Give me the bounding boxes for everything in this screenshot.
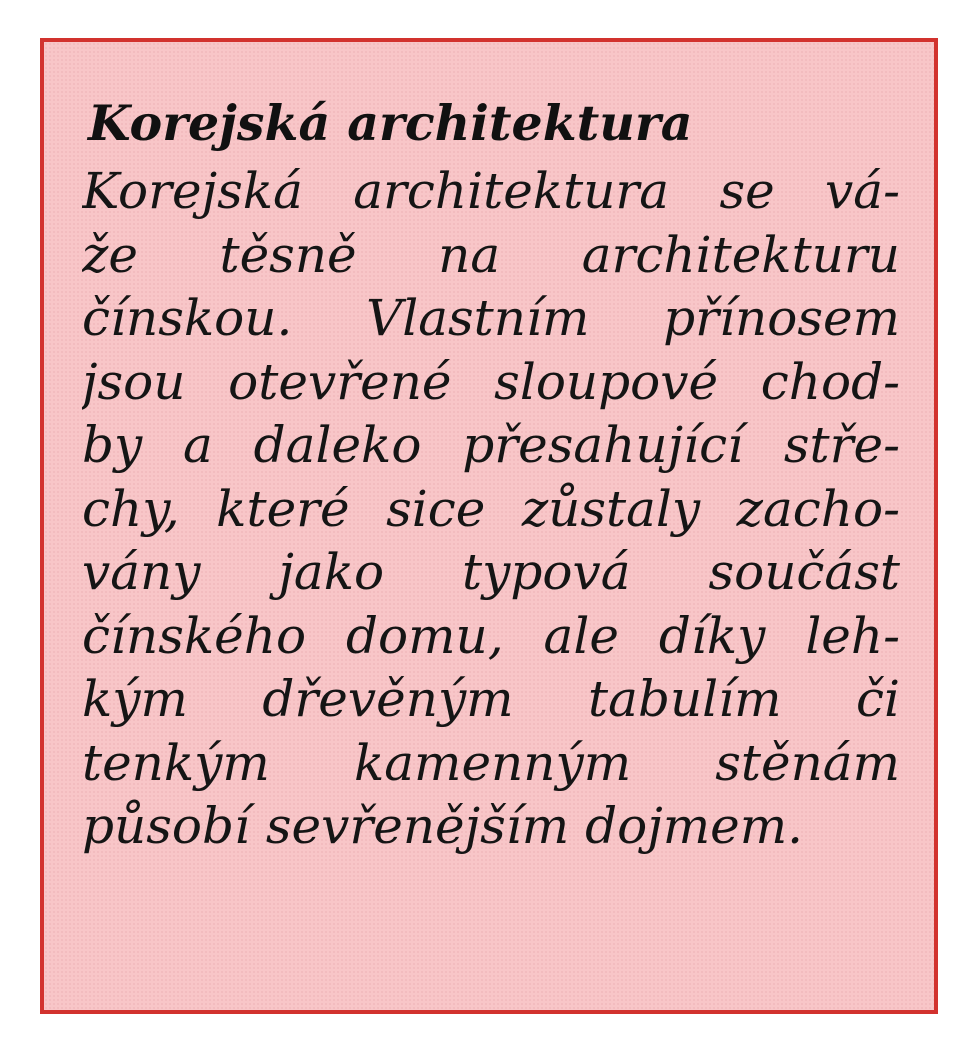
body-text-line: jsou otevřené sloupové chod- [82,352,900,411]
body-text-line: by a daleko přesahující stře- [82,416,900,474]
info-sidebar-box [40,38,938,1014]
body-text-line: čínského domu, ale díky leh- [82,606,900,665]
body-text-line: působí sevřenějším dojmem. [82,797,804,855]
sidebar-body-text [82,160,900,859]
body-text-line: kým dřevěným tabulím či [82,670,900,728]
body-text-line: chy, které sice zůstaly zacho- [82,479,900,538]
body-text-line: že těsně na architekturu [82,225,900,284]
body-text-line: vány jako typová součást [82,543,900,601]
body-text-line: tenkým kamenným stěnám [82,733,900,792]
sidebar-title: Korejská architektura [88,94,693,152]
body-text-line: čínskou. Vlastním přínosem [82,289,900,347]
body-text-line: Korejská architektura se vá- [82,162,900,220]
